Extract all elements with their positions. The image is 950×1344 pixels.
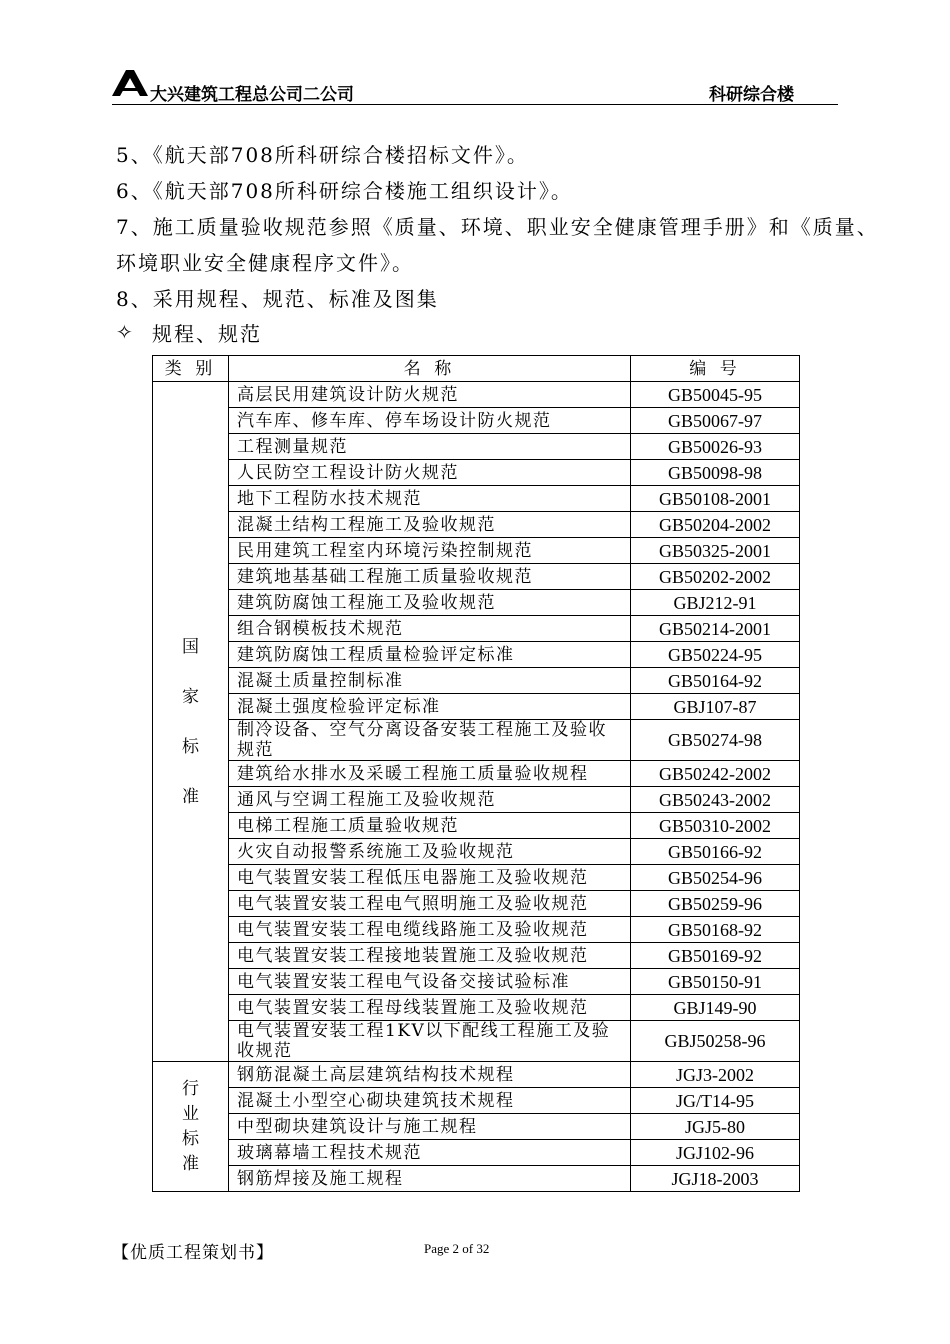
header-number: 编 号 xyxy=(631,356,800,382)
bullet-icon: ✧ xyxy=(116,320,133,344)
table-row xyxy=(153,694,800,720)
standard-name: 混凝土质量控制标准 xyxy=(229,668,631,694)
table-row xyxy=(153,839,800,865)
standard-name: 电气装置安装工程1KV以下配线工程施工及验收规范 xyxy=(229,1021,631,1062)
standard-number: GB50169-92 xyxy=(631,943,800,969)
table-row xyxy=(153,642,800,668)
category-char: 标 xyxy=(182,736,199,757)
table-row xyxy=(153,616,800,642)
category-char: 标 xyxy=(182,1128,199,1149)
standard-number: JGJ102-96 xyxy=(631,1140,800,1166)
standard-number: GB50254-96 xyxy=(631,865,800,891)
table-row xyxy=(153,1166,800,1192)
standard-number: GBJ50258-96 xyxy=(631,1021,800,1062)
table-row xyxy=(153,1088,800,1114)
category-cell xyxy=(153,382,229,1062)
table-row xyxy=(153,408,800,434)
standard-name: 建筑地基基础工程施工质量验收规范 xyxy=(229,564,631,590)
standard-name: 组合钢模板技术规范 xyxy=(229,616,631,642)
standard-number: GB50108-2001 xyxy=(631,486,800,512)
table-row xyxy=(153,512,800,538)
standard-name: 人民防空工程设计防火规范 xyxy=(229,460,631,486)
table-row xyxy=(153,787,800,813)
standard-name: 中型砌块建筑设计与施工规程 xyxy=(229,1114,631,1140)
table-row xyxy=(153,486,800,512)
standard-number: GB50202-2002 xyxy=(631,564,800,590)
standard-name: 混凝土小型空心砌块建筑技术规程 xyxy=(229,1088,631,1114)
standard-number: GB50026-93 xyxy=(631,434,800,460)
standard-number: GBJ212-91 xyxy=(631,590,800,616)
table-row xyxy=(153,434,800,460)
standard-number: GB50259-96 xyxy=(631,891,800,917)
standard-number: GB50204-2002 xyxy=(631,512,800,538)
standard-name: 制冷设备、空气分离设备安装工程施工及验收规范 xyxy=(229,720,631,761)
standard-number: GB50325-2001 xyxy=(631,538,800,564)
standard-number: GB50274-98 xyxy=(631,720,800,761)
page-number: Page 2 of 32 xyxy=(424,1241,490,1256)
standard-name: 电气装置安装工程电气照明施工及验收规范 xyxy=(229,891,631,917)
table-header-row xyxy=(153,356,800,382)
company-name: 大兴建筑工程总公司二公司 xyxy=(150,85,354,105)
standard-name: 电气装置安装工程低压电器施工及验收规范 xyxy=(229,865,631,891)
standard-name: 钢筋混凝土高层建筑结构技术规程 xyxy=(229,1062,631,1088)
table-row xyxy=(153,995,800,1021)
table-row xyxy=(153,538,800,564)
project-name: 科研综合楼 xyxy=(709,85,794,105)
table-row xyxy=(153,590,800,616)
header-name: 名 称 xyxy=(229,356,631,382)
standard-number: JGJ18-2003 xyxy=(631,1166,800,1192)
standard-name: 高层民用建筑设计防火规范 xyxy=(229,382,631,408)
table-row xyxy=(153,460,800,486)
standard-number: GB50242-2002 xyxy=(631,761,800,787)
standard-name: 玻璃幕墙工程技术规范 xyxy=(229,1140,631,1166)
table-row xyxy=(153,761,800,787)
table-row xyxy=(153,943,800,969)
standard-number: GB50310-2002 xyxy=(631,813,800,839)
table-row xyxy=(153,564,800,590)
standard-number: GB50243-2002 xyxy=(631,787,800,813)
standard-number: GB50168-92 xyxy=(631,917,800,943)
paragraph-item-7-line-2: 环境职业安全健康程序文件》。 xyxy=(116,251,414,275)
standard-name: 工程测量规范 xyxy=(229,434,631,460)
standard-number: GB50224-95 xyxy=(631,642,800,668)
category-char: 业 xyxy=(182,1103,199,1124)
standard-name: 混凝土结构工程施工及验收规范 xyxy=(229,512,631,538)
standard-name: 电梯工程施工质量验收规范 xyxy=(229,813,631,839)
table-row xyxy=(153,382,800,408)
paragraph-item-7-line-1: 7、施工质量验收规范参照《质量、环境、职业安全健康管理手册》和《质量、 xyxy=(116,215,879,239)
standard-number: GB50214-2001 xyxy=(631,616,800,642)
table-row xyxy=(153,969,800,995)
category-char: 国 xyxy=(182,636,199,657)
standard-name: 民用建筑工程室内环境污染控制规范 xyxy=(229,538,631,564)
company-logo-icon xyxy=(112,70,148,96)
standard-name: 电气装置安装工程母线装置施工及验收规范 xyxy=(229,995,631,1021)
paragraph-item-6: 6、《航天部708所科研综合楼施工组织设计》。 xyxy=(116,179,573,203)
footer-title: 【优质工程策划书】 xyxy=(112,1243,274,1263)
standard-number: GB50067-97 xyxy=(631,408,800,434)
standard-name: 火灾自动报警系统施工及验收规范 xyxy=(229,839,631,865)
standard-name: 地下工程防水技术规范 xyxy=(229,486,631,512)
section-heading: 规程、规范 xyxy=(152,322,262,346)
standard-name: 建筑给水排水及采暖工程施工质量验收规程 xyxy=(229,761,631,787)
standards-table xyxy=(152,355,800,1192)
standard-name: 电气装置安装工程电气设备交接试验标准 xyxy=(229,969,631,995)
table-row xyxy=(153,917,800,943)
standard-name: 通风与空调工程施工及验收规范 xyxy=(229,787,631,813)
standard-number: JGJ5-80 xyxy=(631,1114,800,1140)
category-char: 家 xyxy=(182,686,199,707)
standard-number: GBJ149-90 xyxy=(631,995,800,1021)
table-row xyxy=(153,720,800,761)
standard-number: GB50150-91 xyxy=(631,969,800,995)
standard-number: JGJ3-2002 xyxy=(631,1062,800,1088)
category-char: 行 xyxy=(182,1078,199,1099)
standard-number: JG/T14-95 xyxy=(631,1088,800,1114)
table-row xyxy=(153,1062,800,1088)
header-category: 类 别 xyxy=(153,356,229,382)
table-row xyxy=(153,1021,800,1062)
category-label xyxy=(182,622,199,822)
table-row xyxy=(153,813,800,839)
standard-name: 建筑防腐蚀工程施工及验收规范 xyxy=(229,590,631,616)
table-row xyxy=(153,865,800,891)
standard-number: GB50098-98 xyxy=(631,460,800,486)
page-header xyxy=(112,68,838,105)
standard-number: GB50166-92 xyxy=(631,839,800,865)
table-row xyxy=(153,1140,800,1166)
standard-name: 混凝土强度检验评定标准 xyxy=(229,694,631,720)
standard-name: 电气装置安装工程电缆线路施工及验收规范 xyxy=(229,917,631,943)
standard-name: 建筑防腐蚀工程质量检验评定标准 xyxy=(229,642,631,668)
standard-name: 汽车库、修车库、停车场设计防火规范 xyxy=(229,408,631,434)
table-row xyxy=(153,668,800,694)
category-label xyxy=(182,1077,199,1177)
standard-number: GBJ107-87 xyxy=(631,694,800,720)
table-body xyxy=(153,382,800,1192)
category-char: 准 xyxy=(182,786,199,807)
category-char: 准 xyxy=(182,1153,199,1174)
table-row xyxy=(153,891,800,917)
table-row xyxy=(153,1114,800,1140)
paragraph-item-5: 5、《航天部708所科研综合楼招标文件》。 xyxy=(116,143,529,167)
standard-name: 钢筋焊接及施工规程 xyxy=(229,1166,631,1192)
standard-number: GB50164-92 xyxy=(631,668,800,694)
paragraph-item-8: 8、采用规程、规范、标准及图集 xyxy=(116,287,439,311)
standard-name: 电气装置安装工程接地装置施工及验收规范 xyxy=(229,943,631,969)
category-cell xyxy=(153,1062,229,1192)
standard-number: GB50045-95 xyxy=(631,382,800,408)
